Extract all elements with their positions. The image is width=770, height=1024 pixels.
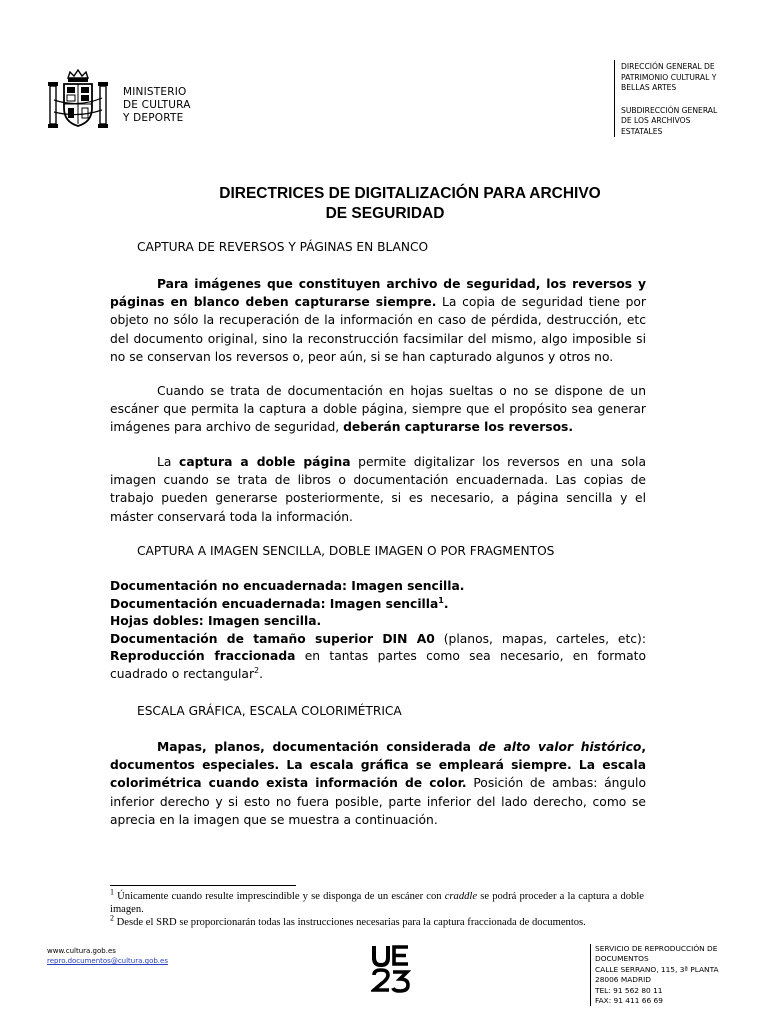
section-heading-captura: CAPTURA A IMAGEN SENCILLA, DOBLE IMAGEN O POR FRAGMENTOS	[137, 544, 555, 558]
footnote-italic: craddle	[444, 891, 478, 902]
page-header	[0, 0, 770, 150]
address-line: DOCUMENTOS	[595, 954, 649, 964]
title-line-2: DE SEGURIDAD	[325, 205, 445, 222]
paragraph-bold-text: , documentos especiales. La escala gráfica se empleará siempre. La escala colorimétrica cuando exista información de color.	[110, 740, 646, 791]
list-item-bold: Reproducción fraccionada	[110, 649, 296, 663]
footnote-ref: 2	[254, 665, 260, 675]
subdireccion-line: ESTATALES	[621, 126, 663, 136]
direccion-line: DIRECCIÓN GENERAL DE	[621, 62, 715, 71]
paragraph-text: La	[157, 455, 180, 469]
address-line: TEL: 91 562 80 11	[595, 985, 663, 995]
address-line: SERVICIO DE REPRODUCCIÓN DE	[595, 944, 718, 953]
footnotes	[110, 887, 644, 929]
paragraph-text: Posición de ambas: ángulo inferior derecho y si esto no fuera posible, parte inferior del lado derecho, como se aprecia en la imagen que se muestra a continuación.	[110, 776, 646, 827]
section-heading-escala: ESCALA GRÁFICA, ESCALA COLORIMÉTRICA	[137, 704, 402, 718]
website-link[interactable]: www.cultura.gob.es	[47, 947, 116, 955]
footnote-2	[110, 913, 644, 929]
footnote-1	[110, 887, 644, 916]
footnote-text: se podrá proceder a la captura a doble imagen.	[110, 891, 644, 915]
subdireccion-line: DE LOS ARCHIVOS	[621, 116, 691, 125]
subdireccion-line: SUBDIRECCIÓN GENERAL	[621, 105, 718, 115]
address-line: FAX: 91 411 66 69	[595, 996, 663, 1006]
service-address	[590, 944, 719, 1006]
paragraph-text: permite digitalizar los reversos en una sola imagen cuando se trata de libros o documentación encuadernada. Las copias de trabajo pueden generarse posteriormente, si es necesario, a página sencilla y el máster conservará toda la información.	[110, 455, 646, 524]
footer-contact	[47, 946, 168, 966]
ministry-line: MINISTERIO	[123, 86, 187, 98]
paragraph-bold-text: Mapas, planos, documentación considerada	[157, 740, 479, 754]
title-line-1: DIRECTRICES DE DIGITALIZACIÓN PARA ARCHIVO	[219, 185, 601, 202]
footnote-ref: 1	[438, 595, 444, 605]
ministry-name	[123, 86, 191, 125]
list-item-end: .	[443, 596, 449, 611]
paragraph-bold-italic-text: de alto valor histórico	[478, 740, 642, 754]
footnote-text: Únicamente cuando resulte imprescindible y se disponga de un escáner con	[114, 891, 445, 902]
list-item-text: en tantas partes como sea necesario, en formato cuadrado o rectangular	[110, 649, 646, 681]
capture-rules-list	[110, 578, 646, 683]
list-item	[110, 631, 646, 684]
footnote-number: 2	[110, 913, 114, 923]
direccion-line: PATRIMONIO CULTURAL Y	[621, 72, 717, 82]
ministry-line: DE CULTURA	[123, 99, 191, 111]
directorate-block	[614, 60, 741, 137]
list-item	[110, 596, 646, 614]
list-item-bold: Documentación de tamaño superior DIN A0	[110, 631, 435, 646]
coat-of-arms-icon	[44, 68, 112, 136]
paragraph-text: Cuando se trata de documentación en hojas sueltas o no se dispone de un escáner que permita la captura a doble página, siempre que el propósito sea generar imágenes para archivo de seguridad,	[110, 384, 646, 435]
paragraph-doble-pagina	[110, 453, 646, 526]
paragraph-bold-text: Para imágenes que constituyen archivo de seguridad, los reversos y páginas en blanco deben capturarse siempre.	[110, 277, 646, 310]
ministry-line: Y DEPORTE	[123, 112, 184, 124]
footnote-text: Desde el SRD se proporcionarán todas las instrucciones necesarias para la captura fraccionada de documentos.	[114, 917, 586, 928]
list-item-text: (planos, mapas, carteles, etc):	[434, 631, 646, 646]
document-title	[0, 184, 770, 224]
list-item-text: Documentación encuadernada: Imagen sencilla	[110, 596, 439, 611]
direccion-line: BELLAS ARTES	[621, 83, 677, 92]
address-line: 28006 MADRID	[595, 975, 651, 985]
email-link[interactable]: repro.documentos@cultura.gob.es	[47, 957, 168, 965]
section-heading-reversos: CAPTURA DE REVERSOS Y PÁGINAS EN BLANCO	[137, 240, 429, 254]
paragraph-text: La copia de seguridad tiene por objeto no sólo la recuperación de la información en caso de pérdida, destrucción, etc del documento original, sino la reconstrucción facsimilar del mismo, algo imposible si no se conservan los reversos o, peor aún, si se han capturado algunos y otros no.	[110, 295, 646, 364]
paragraph-reversos-1	[110, 275, 646, 366]
footnote-number: 1	[110, 887, 114, 897]
ue23-logo-icon	[371, 944, 411, 994]
footnote-divider	[110, 885, 296, 886]
paragraph-reversos-2	[110, 382, 646, 437]
address-line: CALLE SERRANO, 115, 3ª PLANTA	[595, 964, 719, 974]
paragraph-bold-text: captura a doble página	[179, 455, 351, 469]
paragraph-escala	[110, 738, 646, 829]
list-item-end: .	[259, 666, 264, 681]
paragraph-bold-text: deberán capturarse los reversos.	[343, 420, 574, 435]
list-item: Documentación no encuadernada: Imagen sencilla.	[110, 579, 465, 593]
list-item: Hojas dobles: Imagen sencilla.	[110, 614, 322, 628]
